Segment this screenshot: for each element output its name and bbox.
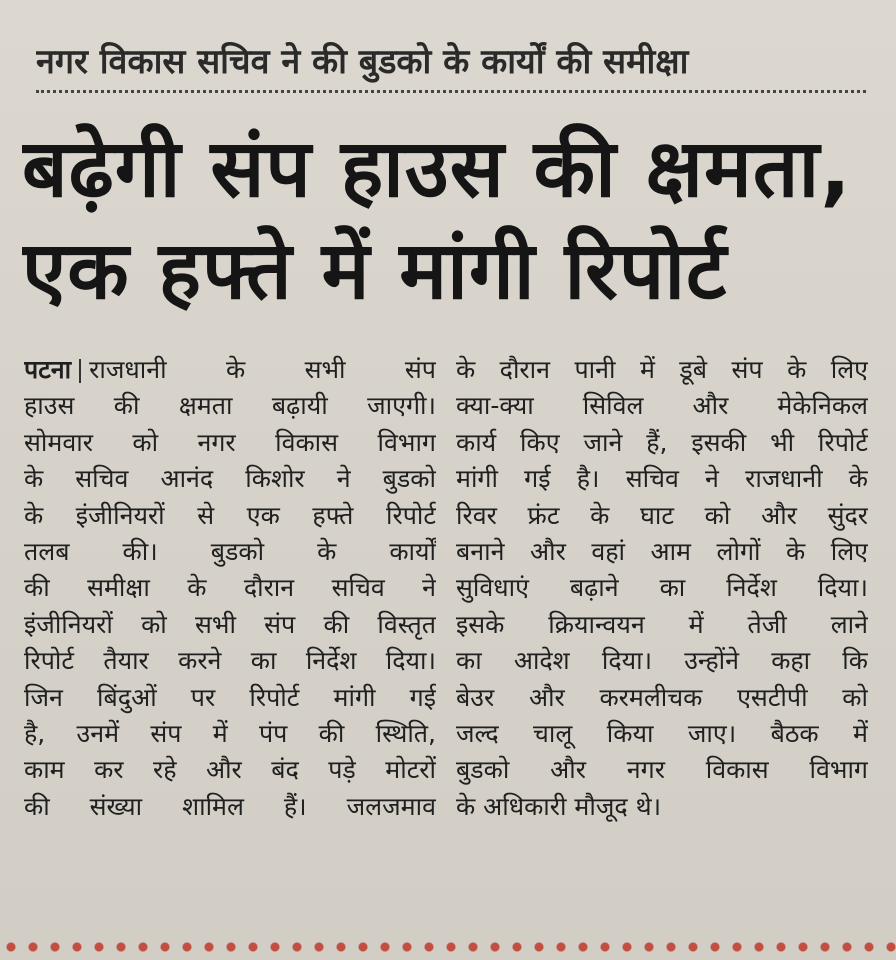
column-line: के इंजीनियरों से एक हफ्ते रिपोर्ट <box>24 500 436 530</box>
column-line: बुडको और नगर विकास विभाग <box>456 755 868 785</box>
column-line: सोमवार को नगर विकास विभाग <box>24 427 436 457</box>
article-column-right <box>456 352 868 825</box>
headline <box>22 118 872 322</box>
kicker-subheading: नगर विकास सचिव ने की बुडको के कार्यों की समीक्षा <box>36 34 866 93</box>
column-line: है, उनमें संप में पंप की स्थिति, <box>24 718 436 748</box>
column-line: की समीक्षा के दौरान सचिव ने <box>24 573 436 603</box>
headline-line-2: एक हफ्ते में मांगी रिपोर्ट <box>22 224 728 317</box>
column-line: तलब की। बुडको के कार्यों <box>24 536 436 566</box>
column-line: के सचिव आनंद किशोर ने बुडको <box>24 464 436 494</box>
column-line: मांगी गई है। सचिव ने राजधानी के <box>456 464 868 494</box>
column-line: बनाने और वहां आम लोगों के लिए <box>456 536 868 566</box>
column-line: कार्य किए जाने हैं, इसकी भी रिपोर्ट <box>456 427 868 457</box>
dateline-separator <box>79 359 81 383</box>
column-line: रिवर फ्रंट के घाट को और सुंदर <box>456 500 868 530</box>
column-line: के अधिकारी मौजूद थे। <box>456 791 662 821</box>
decorative-dot-border <box>0 940 896 954</box>
column-line: सुविधाएं बढ़ाने का निर्देश दिया। <box>456 573 868 603</box>
column-line: क्या-क्या सिविल और मेकेनिकल <box>456 391 868 421</box>
article-column-left <box>24 352 436 825</box>
dateline: पटना <box>24 355 72 384</box>
column-line: काम कर रहे और बंद पड़े मोटरों <box>24 755 436 785</box>
column-line <box>24 352 436 388</box>
column-line: रिपोर्ट तैयार करने का निर्देश दिया। <box>24 646 436 676</box>
column-line: जिन बिंदुओं पर रिपोर्ट मांगी गई <box>24 682 436 712</box>
column-line: बेउर और करमलीचक एसटीपी को <box>456 682 868 712</box>
column-line: इंजीनियरों को सभी संप की विस्तृत <box>24 609 436 639</box>
column-line: इसके क्रियान्वयन में तेजी लाने <box>456 609 868 639</box>
column-line-text: राजधानी के सभी संप <box>89 355 436 384</box>
column-line: हाउस की क्षमता बढ़ायी जाएगी। <box>24 391 436 421</box>
column-line: के दौरान पानी में डूबे संप के लिए <box>456 355 868 384</box>
column-line: जल्द चालू किया जाए। बैठक में <box>456 718 868 748</box>
column-line: की संख्या शामिल हैं। जलजमाव <box>24 791 436 821</box>
column-line: का आदेश दिया। उन्होंने कहा कि <box>456 646 868 676</box>
headline-line-1: बढ़ेगी संप हाउस की क्षमता, <box>22 122 852 215</box>
